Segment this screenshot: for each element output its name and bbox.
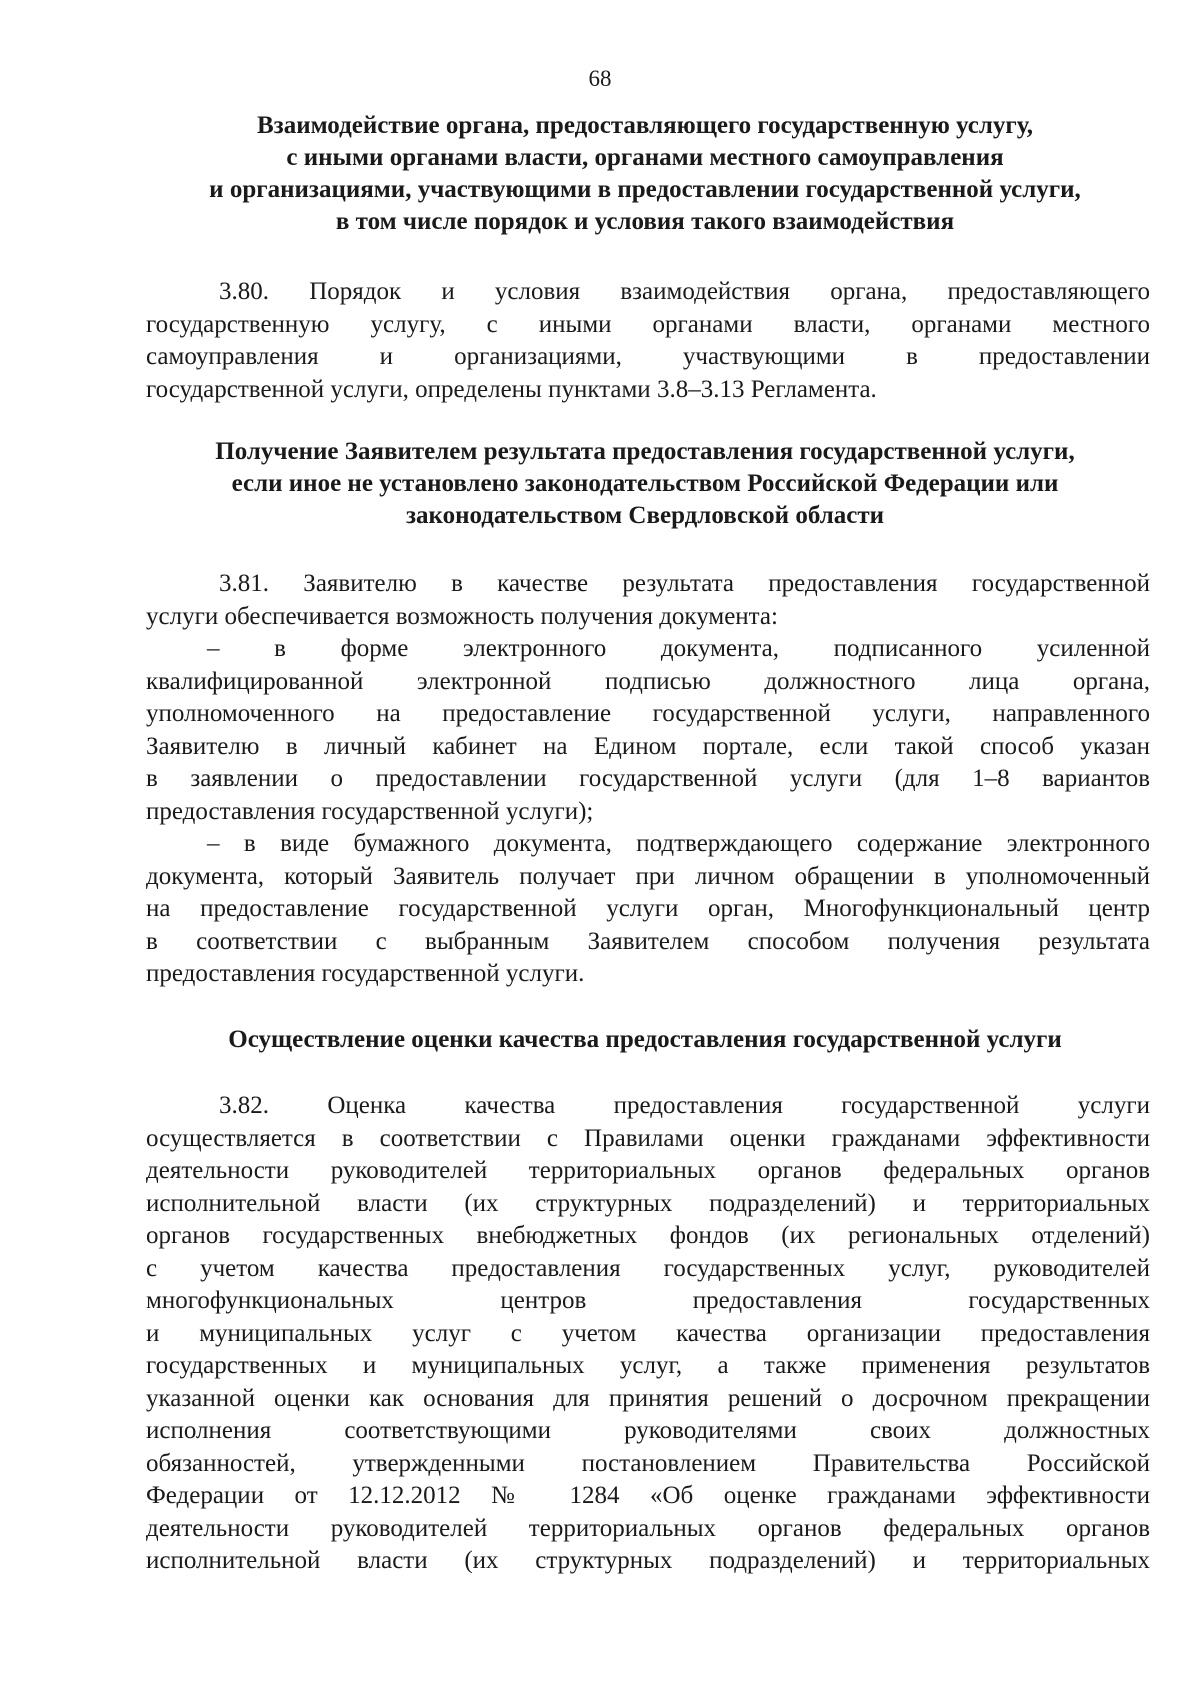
text-line: уполномоченного на предоставление государственной услуги, направленного	[146, 700, 1150, 727]
text-line: государственной услуги, определены пунктами 3.8–3.13 Регламента.	[146, 375, 877, 403]
text-line: – в форме электронного документа, подписанного усиленной	[207, 635, 1150, 662]
text-line: документа, который Заявитель получает при личном обращении в уполномоченный	[146, 862, 1150, 890]
text-line: 3.82. Оценка качества предоставления государственной услуги	[219, 1092, 1150, 1119]
text-line: органов государственных внебюджетных фондов (их региональных отделений)	[146, 1222, 1150, 1249]
text-line: Федерации от 12.12.2012 № 1284 «Об оценке гражданами эффективности	[146, 1482, 1150, 1509]
text-line: исполнения соответствующими руководителями своих должностных	[146, 1417, 1150, 1444]
text-line: государственных и муниципальных услуг, а также применения результатов	[146, 1352, 1150, 1379]
heading-line: Осуществление оценки качества предоставления государственной услуги	[228, 1026, 1062, 1053]
text-line: исполнительной власти (их структурных подразделений) и территориальных	[146, 1547, 1150, 1574]
text-line: самоуправления и организациями, участвующими в предоставлении	[146, 343, 1150, 370]
text-line: в соответствии с выбранным Заявителем способом получения результата	[146, 927, 1150, 955]
heading-line: с иными органами власти, органами местного самоуправления	[286, 144, 1004, 171]
text-line: в заявлении о предоставлении государственной услуги (для 1–8 вариантов	[146, 765, 1150, 792]
text-line: 3.81. Заявителю в качестве результата предоставления государственной	[219, 570, 1150, 597]
section-heading-quality	[140, 1024, 1150, 1056]
text-line: услуги обеспечивается возможность получения документа:	[146, 602, 778, 630]
paragraph-3-80	[146, 276, 1150, 406]
heading-line: в том числе порядок и условия такого взаимодействия	[335, 208, 955, 235]
paragraph-3-82	[146, 1090, 1150, 1578]
heading-line: Получение Заявителем результата предоставления государственной услуги,	[215, 438, 1075, 465]
text-line: осуществляется в соответствии с Правилами оценки гражданами эффективности	[146, 1124, 1150, 1152]
text-line: и муниципальных услуг с учетом качества организации предоставления	[146, 1319, 1150, 1347]
section-heading-interaction	[140, 110, 1150, 238]
text-line: – в виде бумажного документа, подтверждающего содержание электронного	[207, 830, 1150, 857]
text-line: предоставления государственной услуги);	[146, 797, 594, 825]
text-line: исполнительной власти (их структурных подразделений) и территориальных	[146, 1189, 1150, 1217]
heading-line: Взаимодействие органа, предоставляющего государственную услугу,	[256, 112, 1033, 139]
heading-line: если иное не установлено законодательством Российской Федерации или	[231, 470, 1059, 497]
text-line: деятельности руководителей территориальных органов федеральных органов	[146, 1514, 1150, 1542]
heading-line: и организациями, участвующими в предоставлении государственной услуги,	[209, 176, 1081, 203]
section-heading-result	[140, 436, 1150, 532]
text-line: деятельности руководителей территориальных органов федеральных органов	[146, 1157, 1150, 1184]
text-line: на предоставление государственной услуги орган, Многофункциональный центр	[146, 895, 1150, 922]
text-line: государственную услугу, с иными органами власти, органами местного	[146, 310, 1150, 338]
text-line: указанной оценки как основания для принятия решений о досрочном прекращении	[146, 1384, 1150, 1412]
text-line: с учетом качества предоставления государственных услуг, руководителей	[146, 1254, 1150, 1282]
heading-line: законодательством Свердловской области	[405, 502, 885, 529]
paragraph-3-81	[146, 568, 1150, 991]
text-line: многофункциональных центров предоставления государственных	[146, 1287, 1150, 1314]
text-line: 3.80. Порядок и условия взаимодействия органа, предоставляющего	[219, 278, 1150, 305]
text-line: квалифицированной электронной подписью должностного лица органа,	[146, 667, 1150, 695]
page-number: 68	[588, 66, 612, 91]
text-line: обязанностей, утвержденными постановлением Правительства Российской	[146, 1449, 1150, 1477]
text-line: Заявителю в личный кабинет на Едином портале, если такой способ указан	[146, 732, 1150, 760]
text-line: предоставления государственной услуги.	[146, 960, 585, 987]
